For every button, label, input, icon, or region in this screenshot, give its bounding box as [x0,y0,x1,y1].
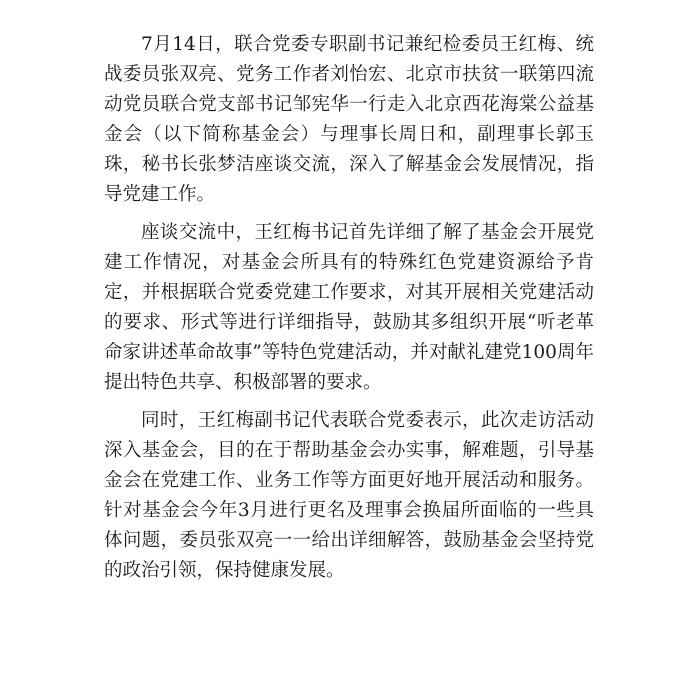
paragraph-3: 同时，王红梅副书记代表联合党委表示，此次走访活动深入基金会，目的在于帮助基金会办实事，解难题，引导基金会在党建工作、业务工作等方面更好地开展活动和服务。针对基金会今年3月进行更名及理事会换届所面临的一些具体问题，委员张双亮一一给出详细解答，鼓励基金会坚持党的政治引领，保持健康发展。 [104,410,594,581]
paragraph-1: 7月14日，联合党委专职副书记兼纪检委员王红梅、统战委员张双亮、党务工作者刘怡宏、北京市扶贫一联第四流动党员联合党支部书记邹宪华一行走入北京西花海棠公益基金会（以下简称基金会）与理事长周日和，副理事长郭玉珠，秘书长张梦洁座谈交流，深入了解基金会发展情况，指导党建工作。 [104,34,594,205]
article-body [104,30,594,594]
paragraph-2: 座谈交流中，王红梅书记首先详细了解了基金会开展党建工作情况，对基金会所具有的特殊红色党建资源给予肯定，并根据联合党委党建工作要求，对其开展相关党建活动的要求、形式等进行详细指导，鼓励其多组织开展“听老革命家讲述革命故事”等特色党建活动，并对献礼建党100周年提出特色共享、积极部署的要求。 [104,222,594,393]
